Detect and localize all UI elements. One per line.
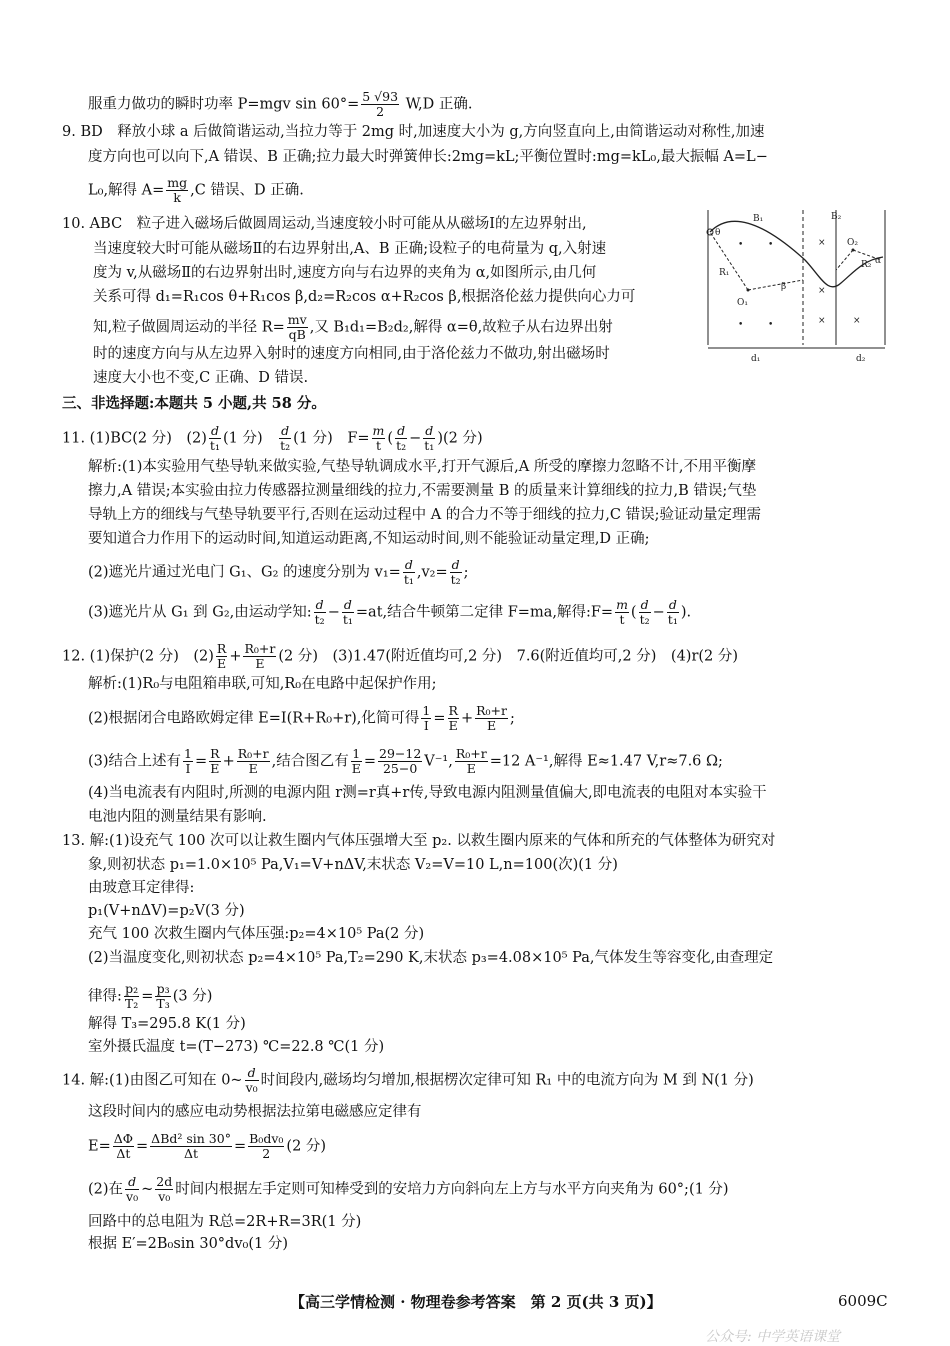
svg-text:×: ×	[818, 238, 826, 248]
svg-text:θ: θ	[715, 228, 721, 238]
svg-text:•: •	[738, 240, 744, 250]
q12-text4: (4)当电流表有内阻时,所测的电源内阻 r测=r真+r传,导致电源内阻测量值偏大,即电流表的电阻对本实验干	[88, 785, 767, 801]
q11-text3: 导轨上方的细线与气垫导轨要平行,否则在运动过程中 A 的合力不等于细线的拉力,C 错误;验证动量定理需	[88, 507, 761, 523]
q13-line7: 律得: $\frac{\text{p₂}}{\text{T₂}}$ = $\frac{\text{p₃}}{\text{T₃}}$ (3 分)	[88, 981, 213, 1011]
watermark: 公众号: 中学英语课堂	[705, 1329, 841, 1345]
q10-line1: 10. ABC 粒子进入磁场后做圆周运动,当速度较小时可能从从磁场Ⅰ的左边界射出,	[62, 216, 587, 232]
svg-text:B₂: B₂	[831, 212, 842, 222]
q10-line3: 度为 v,从磁场Ⅱ的右边界射出时,速度方向与右边界的夹角为 α,如图所示,由几何	[93, 265, 597, 281]
q12-text3: (3)结合上述有 $\frac{1}{I}$ = $\frac{R}{E}$ + $\frac{\text{R₀+r}}{E}$ ,结合图乙有 $\frac{1}{E}$ = $\frac{29-12}{25-0}$ V⁻¹, $\frac{\text{R₀+r}}{E}$ =12 A⁻¹,解得 E≈1.47 V,r≈7.6 Ω;	[88, 746, 723, 776]
q14-line3: E= $\frac{\Delta\Phi}{\Delta t}$ = $\frac{\text{ΔBd² sin 30°}}{\Delta t}$ = $\frac{\text{B₀dv₀}}{2}$ (2 分)	[88, 1131, 327, 1161]
text-line: 服重力做功的瞬时功率 P=mgv sin 60°= $\frac{5 √93}{2}$ W,D 正确.	[88, 89, 473, 119]
svg-text:•: •	[738, 320, 744, 330]
q14-line2: 这段时间内的感应电动势根据法拉第电磁感应定律有	[88, 1104, 422, 1120]
section-heading: 三、非选择题:本题共 5 小题,共 58 分。	[62, 395, 326, 412]
svg-text:×: ×	[818, 286, 826, 296]
q9-line3: L₀,解得 A= $\frac{mg}{k}$ ,C 错误、D 正确.	[88, 175, 304, 205]
fraction: $\frac{mv}{qB}$	[287, 312, 307, 342]
q11-text6: (3)遮光片从 G₁ 到 G₂,由运动学知: $\frac{d}{\text{t₂}}$ − $\frac{d}{\text{t₁}}$ =at,结合牛顿第二定律 F=ma,解得:F= $\frac{m}{t}$ ( $\frac{d}{\text{t₂}}$ − $\frac{d}{\text{t₁}}$ ).	[88, 597, 692, 627]
q10-line6: 时的速度方向与从左边界入射时的速度方向相同,由于洛伦兹力不做功,射出磁场时	[93, 346, 610, 362]
svg-text:•: •	[768, 320, 774, 330]
q13-line2: 象,则初状态 p₁=1.0×10⁵ Pa,V₁=V+nΔV,末状态 V₂=V=10 L,n=100(次)(1 分)	[88, 857, 618, 873]
q11-text1: 解析:(1)本实验用气垫导轨来做实验,气垫导轨调成水平,打开气源后,A 所受的摩擦力忽略不计,不用平衡摩	[88, 459, 756, 475]
q11-text2: 擦力,A 错误;本实验由拉力传感器拉测量细线的拉力,不需要测量 B 的质量来计算细线的拉力,B 错误;气垫	[88, 483, 757, 499]
q13-line6: (2)当温度变化,则初状态 p₂=4×10⁵ Pa,T₂=290 K,末状态 p₃=4.08×10⁵ Pa,气体发生等容变化,由查理定	[88, 950, 774, 966]
q14-line6: 根据 E′=2B₀sin 30°dv₀(1 分)	[88, 1236, 288, 1252]
q10-line4: 关系可得 d₁=R₁cos θ+R₁cos β,d₂=R₂cos α+R₂cos β,根据洛伦兹力提供向心力可	[93, 289, 636, 305]
svg-text:R₁: R₁	[719, 268, 730, 278]
svg-text:B₁: B₁	[753, 214, 764, 224]
svg-text:α: α	[875, 256, 882, 266]
svg-text:×: ×	[818, 316, 826, 326]
q12-answer: 12. (1)保护(2 分) (2) $\frac{R}{E}$ + $\frac{\text{R₀+r}}{E}$ (2 分) (3)1.47(附近值均可,2 分) 7.6(附近值均可,2 分) (4)r(2 分)	[62, 641, 739, 671]
q10-line7: 速度大小也不变,C 正确、D 错误.	[93, 370, 309, 386]
q11-answer: 11. (1)BC(2 分) (2) $\frac{d}{\text{t₁}}$ (1 分) $\frac{d}{\text{t₂}}$ (1 分) F= $\frac{m}{t}$ ( $\frac{d}{\text{t₂}}$ − $\frac{d}{\text{t₁}}$ )(2 分)	[62, 423, 483, 453]
q12-text1: 解析:(1)R₀与电阻箱串联,可知,R₀在电路中起保护作用;	[88, 676, 437, 692]
q14-line4: (2)在 $\frac{d}{\text{v₀}}$ ~ $\frac{2d}{\text{v₀}}$ 时间内根据左手定则可知棒受到的安培力方向斜向左上方与水平方向夹角为 60°;(1 分)	[88, 1174, 729, 1204]
svg-text:×: ×	[853, 316, 861, 326]
svg-text:•: •	[768, 240, 774, 250]
q13-line8: 解得 T₃=295.8 K(1 分)	[88, 1016, 246, 1032]
fraction: $\frac{mg}{k}$	[167, 175, 188, 205]
page-footer: 【高三学情检测 · 物理卷参考答案 第 2 页(共 3 页)】	[290, 1293, 662, 1311]
q14-line1: 14. 解:(1)由图乙可知在 0~ $\frac{d}{\text{v₀}}$ 时间段内,磁场均匀增加,根据楞次定律可知 R₁ 中的电流方向为 M 到 N(1 分)	[62, 1065, 754, 1095]
q9-line1: 9. BD 释放小球 a 后做简谐运动,当拉力等于 2mg 时,加速度大小为 g,方向竖直向上,由简谐运动对称性,加速	[62, 124, 765, 140]
q11-text4: 要知道合力作用下的运动时间,知道运动距离,不知运动时间,则不能验证动量定理,D 正确;	[88, 531, 650, 547]
svg-text:d₂: d₂	[856, 354, 866, 364]
q12-text5: 电池内阻的测量结果有影响.	[88, 809, 267, 825]
svg-text:d₁: d₁	[751, 354, 761, 364]
svg-text:R₂: R₂	[861, 260, 872, 270]
q10-line5: 知,粒子做圆周运动的半径 R= $\frac{mv}{qB}$ ,又 B₁d₁=B₂d₂,解得 α=θ,故粒子从右边界出射	[93, 312, 613, 342]
q14-line5: 回路中的总电阻为 R总=2R+R=3R(1 分)	[88, 1214, 362, 1230]
q12-text2: (2)根据闭合电路欧姆定律 E=I(R+R₀+r),化简可得 $\frac{1}{I}$ = $\frac{R}{E}$ + $\frac{\text{R₀+r}}{E}$ ;	[88, 703, 515, 733]
fraction: $\frac{5 √93}{2}$	[362, 89, 399, 119]
q13-line1: 13. 解:(1)设充气 100 次可以让救生圈内气体压强增大至 p₂. 以救生圈内原来的气体和所充的气体整体为研究对	[62, 833, 776, 849]
doc-code: 6009C	[838, 1292, 888, 1310]
q13-line4: p₁(V+nΔV)=p₂V(3 分)	[88, 903, 245, 919]
q13-line3: 由玻意耳定律得:	[88, 880, 195, 896]
svg-text:O₂: O₂	[847, 238, 858, 248]
svg-text:O₁: O₁	[737, 298, 748, 308]
q11-text5: (2)遮光片通过光电门 G₁、G₂ 的速度分别为 v₁= $\frac{d}{\text{t₁}}$ ,v₂= $\frac{d}{\text{t₂}}$ ;	[88, 557, 469, 587]
svg-text:β: β	[781, 282, 787, 292]
q13-line5: 充气 100 次救生圈内气体压强:p₂=4×10⁵ Pa(2 分)	[88, 926, 425, 942]
magnetic-field-diagram	[703, 205, 893, 365]
q9-line2: 度方向也可以向下,A 错误、B 正确;拉力最大时弹簧伸长:2mg=kL;平衡位置时:mg=kL₀,最大振幅 A=L−	[88, 149, 768, 165]
q13-line9: 室外摄氏温度 t=(T−273) ℃=22.8 ℃(1 分)	[88, 1039, 385, 1055]
q10-line2: 当速度较大时可能从磁场Ⅱ的右边界射出,A、B 正确;设粒子的电荷量为 q,入射速	[93, 241, 607, 257]
